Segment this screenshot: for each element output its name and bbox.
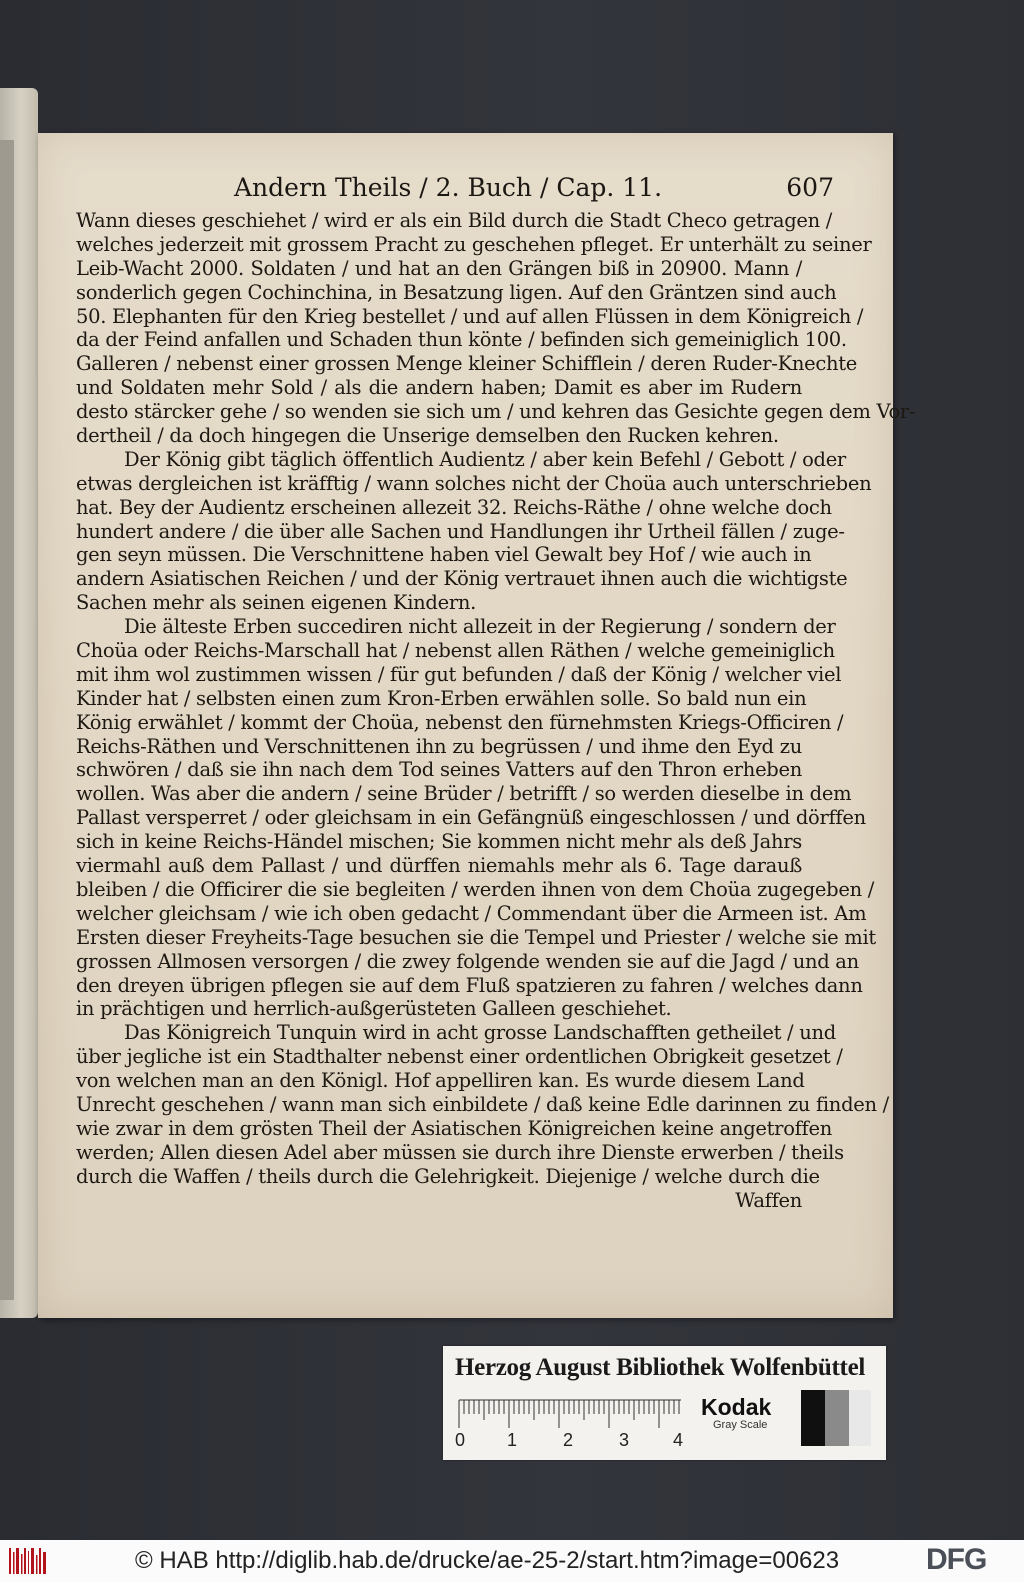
text-line: 50. Elephanten für den Krieg bestellet / und auf allen Flüssen in dem Königreich / xyxy=(76,304,864,328)
text-line: Ersten dieser Freyheits-Tage besuchen sie die Tempel und Priester / welche sie mit xyxy=(76,925,876,949)
text-line: Das Königreich Tunquin wird in acht grosse Landschafften getheilet / und xyxy=(124,1021,836,1045)
text-line: wie zwar in dem grösten Theil der Asiatischen Königreichen keine angetroffen xyxy=(76,1116,832,1140)
left-page-shadow xyxy=(0,140,14,1300)
text-line: andern Asiatischen Reichen / und der König vertrauet ihnen auch die wichtigste xyxy=(76,567,848,591)
catchword: Waffen xyxy=(735,1188,802,1212)
text-line: Choüa oder Reichs-Marschall hat / nebenst allen Räthen / welche gemeiniglich xyxy=(76,639,835,663)
gray-scale-label: Gray Scale xyxy=(713,1419,768,1431)
text-line: sonderlich gegen Cochinchina, in Besatzung ligen. Auf den Gräntzen sind auch xyxy=(76,280,837,304)
text-line: welches jederzeit mit grossem Pracht zu geschehen pfleget. Er unterhält zu seiner xyxy=(76,232,872,256)
dfg-logo: DFG xyxy=(926,1543,987,1576)
kodak-logo: Kodak xyxy=(701,1394,772,1420)
gray-patch-black xyxy=(801,1390,825,1446)
text-line: den dreyen übrigen pflegen sie auf dem Fluß spatzieren zu fahren / welches dann xyxy=(76,973,863,997)
page-number: 607 xyxy=(786,173,834,202)
gray-scale-patches xyxy=(801,1390,871,1446)
footer-bar xyxy=(0,1540,1024,1582)
text-line: in prächtigen und herrlich-außgerüsteten Galleen geschiehet. xyxy=(76,997,672,1021)
text-line: Wann dieses geschiehet / wird er als ein Bild durch die Stadt Checo getragen / xyxy=(76,209,833,232)
text-line: schwören / daß sie ihn nach dem Tod seines Vatters auf den Thron erheben xyxy=(76,758,802,782)
color-calibration-card xyxy=(443,1346,886,1460)
text-line: etwas dergleichen ist kräfftig / wann solches nicht der Choüa auch unterschrieben xyxy=(76,471,872,495)
text-line: von welchen man an den Königl. Hof appelliren kan. Es wurde diesem Land xyxy=(76,1069,805,1093)
scale-number: 1 xyxy=(507,1430,518,1450)
text-line: mit ihm wol zustimmen wissen / für gut befunden / daß der König / welcher viel xyxy=(76,662,842,686)
book-page xyxy=(38,133,916,1318)
text-line: da der Feind anfallen und Schaden thun könte / befinden sich gemeiniglich 100. xyxy=(76,328,847,352)
barcode-icon xyxy=(8,1546,48,1576)
text-line: werden; Allen diesen Adel aber müssen sie durch ihre Dienste erwerben / theils xyxy=(76,1140,844,1164)
text-line: und Soldaten mehr Sold / als die andern haben; Damit es aber im Rudern xyxy=(76,376,802,400)
institution-name: Herzog August Bibliothek Wolfenbüttel xyxy=(455,1354,866,1381)
text-line: wollen. Was aber die andern / seine Brüder / betrifft / so werden dieselbe in dem xyxy=(76,782,852,806)
scale-number: 3 xyxy=(619,1430,630,1450)
text-line: viermahl auß dem Pallast / und dürffen niemahls mehr als 6. Tage darauß xyxy=(76,854,802,878)
text-line: Pallast versperret / oder gleichsam in ein Gefängnüß eingeschlossen / und dörffen xyxy=(76,806,866,830)
gray-patch-light xyxy=(849,1390,871,1446)
text-line: Sachen mehr als seinen eigenen Kindern. xyxy=(76,591,476,615)
text-line: Der König gibt täglich öffentlich Audientz / aber kein Befehl / Gebott / oder xyxy=(124,447,846,471)
text-line: Kinder hat / selbsten einen zum Kron-Erben erwählen solle. So bald nun ein xyxy=(76,686,807,710)
text-line: über jegliche ist ein Stadthalter nebenst einer ordentlichen Obrigkeit gesetzet / xyxy=(76,1045,843,1069)
scale-number: 0 xyxy=(455,1430,466,1450)
copyright-url: © HAB http://diglib.hab.de/drucke/ae-25-2/start.htm?image=00623 xyxy=(135,1547,840,1574)
text-line: Unrecht geschehen / wann man sich einbildete / daß keine Edle darinnen zu finden / xyxy=(76,1092,889,1116)
text-line: grossen Allmosen versorgen / die zwey folgende wenden sie auf die Jagd / und an xyxy=(76,949,859,973)
running-head xyxy=(234,173,834,209)
text-line: Galleren / nebenst einer grossen Menge kleiner Schifflein / deren Ruder-Knechte xyxy=(76,352,857,376)
ruler-scale xyxy=(455,1394,685,1454)
text-line: bleiben / die Officirer die sie begleiten / werden ihnen von dem Choüa zugegeben / xyxy=(76,877,875,901)
gray-patch-mid xyxy=(825,1390,849,1446)
text-line: sich in keine Reichs-Händel mischen; Sie kommen nicht mehr als deß Jahrs xyxy=(76,830,802,854)
scale-number: 2 xyxy=(563,1430,574,1450)
text-line: Die älteste Erben succediren nicht allezeit in der Regierung / sondern der xyxy=(124,615,836,639)
text-line: durch die Waffen / theils durch die Gelehrigkeit. Diejenige / welche durch die xyxy=(76,1164,820,1188)
text-line: hundert andere / die über alle Sachen und Handlungen ihr Urtheil fällen / zuge- xyxy=(76,519,845,543)
text-line: welcher gleichsam / wie ich oben gedacht / Commendant über die Armeen ist. Am xyxy=(76,901,867,925)
scale-number: 4 xyxy=(673,1430,684,1450)
page-body-text xyxy=(76,209,916,1212)
text-line: Reichs-Räthen und Verschnittenen ihn zu begrüssen / und ihme den Eyd zu xyxy=(76,734,802,758)
text-line: hat. Bey der Audientz erscheinen allezeit 32. Reichs-Räthe / ohne welche doch xyxy=(76,495,832,519)
text-line: gen seyn müssen. Die Verschnittene haben viel Gewalt bey Hof / wie auch in xyxy=(76,543,812,567)
text-line: dertheil / da doch hingegen die Unserige demselben den Rucken kehren. xyxy=(76,424,779,448)
ruler-ticks xyxy=(455,1394,685,1430)
running-head-title: Andern Theils / 2. Buch / Cap. 11. xyxy=(234,173,663,202)
text-line: desto stärcker gehe / so wenden sie sich um / und kehren das Gesichte gegen dem Vor- xyxy=(76,400,916,424)
text-line: Leib-Wacht 2000. Soldaten / und hat an den Grängen biß in 20900. Mann / xyxy=(76,256,802,280)
text-line: König erwählet / kommt der Choüa, nebenst den fürnehmsten Kriegs-Officiren / xyxy=(76,710,844,734)
